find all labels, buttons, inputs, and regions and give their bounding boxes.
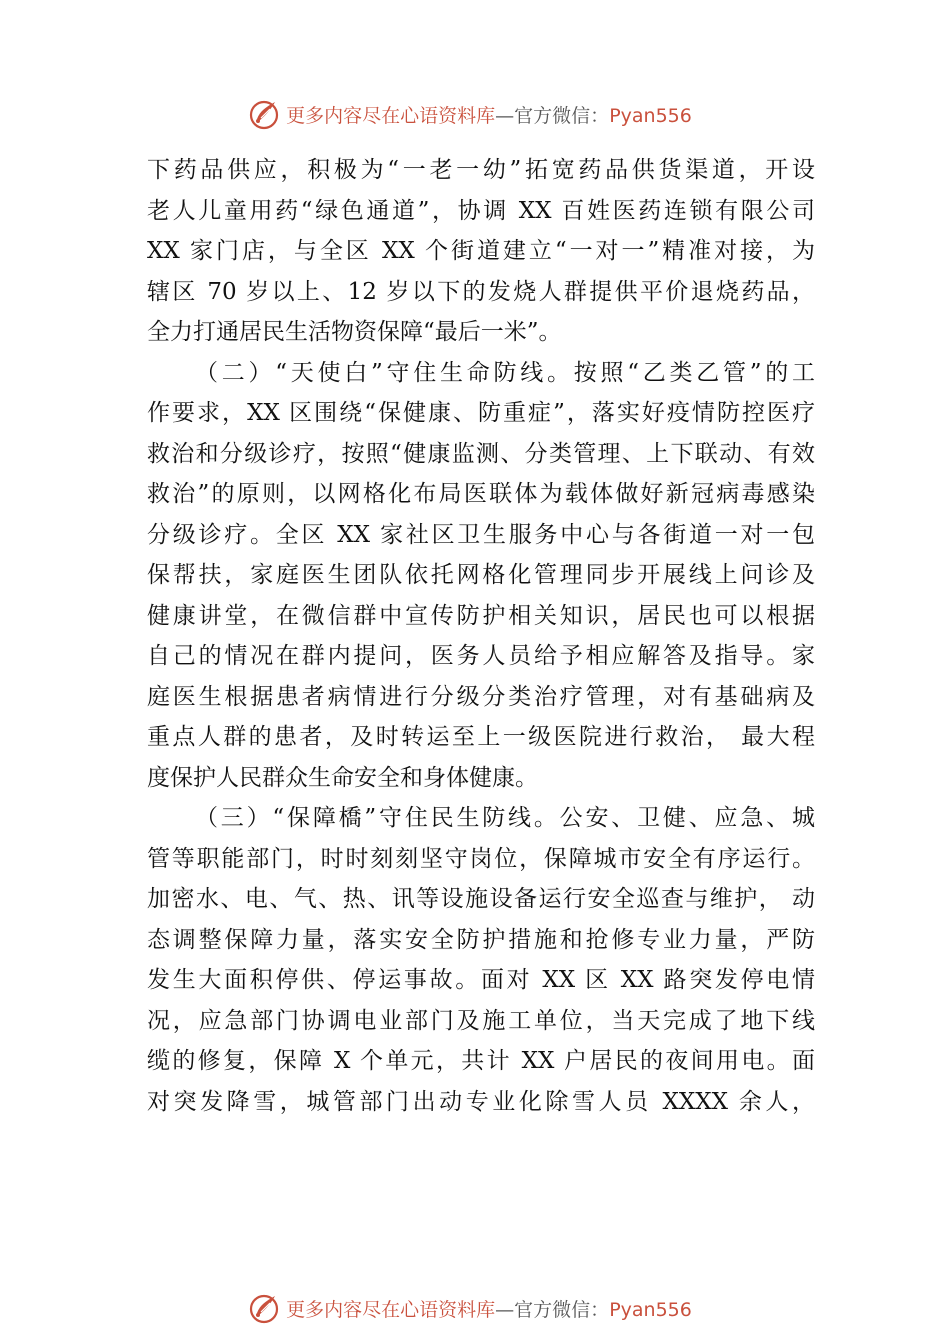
library-logo-icon (248, 1291, 282, 1325)
banner-text (286, 1295, 692, 1322)
wechat-label: 官方微信： (514, 104, 610, 127)
wechat-label: 官方微信： (514, 1298, 610, 1321)
header-banner (0, 94, 950, 134)
text-line: （二）“天使白”守住生命防线。按照“乙类乙管”的工 (195, 359, 815, 386)
footer-banner (0, 1288, 950, 1328)
library-name: 更多内容尽在心语资料库 (286, 104, 496, 127)
wechat-id: Pyan556 (609, 104, 692, 127)
text-line: 度保护人民群众生命安全和身体健康。 (147, 764, 538, 791)
text-line: 下药品供应，积极为“一老一幼”拓宽药品供货渠道，开设 (147, 157, 815, 183)
banner-dash: — (495, 1298, 515, 1321)
banner-text (286, 101, 692, 128)
text-line: 管等职能部门，时时刻刻坚守岗位，保障城市安全有序运行。 (147, 845, 815, 872)
text-line: 加密水、电、气、热、讯等设施设备运行安全巡查与维护， 动 (147, 886, 815, 912)
banner-content (248, 97, 692, 131)
banner-dash: — (495, 104, 515, 127)
text-line: 缆的修复，保障 X 个单元，共计 XX 户居民的夜间用电。面 (147, 1048, 815, 1074)
text-line: 救治和分级诊疗，按照“健康监测、分类管理、上下联动、有效 (147, 440, 815, 467)
text-line: 重点人群的患者，及时转运至上一级医院进行救治， 最大程 (147, 724, 815, 750)
text-line: 保帮扶，家庭医生团队依托网格化管理同步开展线上问诊及 (147, 562, 815, 588)
text-line: 分级诊疗。全区 XX 家社区卫生服务中心与各街道一对一包 (147, 521, 815, 548)
text-line: 况，应急部门协调电业部门及施工单位，当天完成了地下线 (147, 1007, 815, 1034)
wechat-id: Pyan556 (609, 1298, 692, 1321)
text-line: 庭医生根据患者病情进行分级分类治疗管理，对有基础病及 (147, 683, 815, 710)
text-line: XX 家门店，与全区 XX 个街道建立“一对一”精准对接，为 (147, 238, 815, 264)
banner-content (248, 1291, 692, 1325)
text-line: 老人儿童用药“绿色通道”，协调 XX 百姓医药连锁有限公司 (147, 197, 815, 224)
text-line: 救治”的原则，以网格化布局医联体为载体做好新冠病毒感染 (147, 481, 815, 507)
library-name: 更多内容尽在心语资料库 (286, 1298, 496, 1321)
text-line: 自己的情况在群内提问，医务人员给予相应解答及指导。家 (147, 643, 815, 669)
text-line: 全力打通居民生活物资保障“最后一米”。 (147, 319, 562, 345)
document-body (147, 150, 815, 1122)
text-line: （三）“保障橋”守住民生防线。公安、卫健、应急、城 (195, 805, 815, 831)
text-line: 态调整保障力量，落实安全防护措施和抢修专业力量，严防 (147, 926, 815, 953)
text-line: 对突发降雪，城管部门出动专业化除雪人员 XXXX 余人， (147, 1088, 815, 1115)
text-line: 健康讲堂，在微信群中宣传防护相关知识，居民也可以根据 (147, 602, 815, 629)
library-logo-icon (248, 97, 282, 131)
text-line: 作要求，XX 区围绕“保健康、防重症”，落实好疫情防控医疗 (147, 400, 815, 426)
text-line: 辖区 70 岁以上、12 岁以下的发烧人群提供平价退烧药品， (147, 278, 815, 305)
text-line: 发生大面积停供、停运事故。面对 XX 区 XX 路突发停电情 (147, 967, 815, 993)
